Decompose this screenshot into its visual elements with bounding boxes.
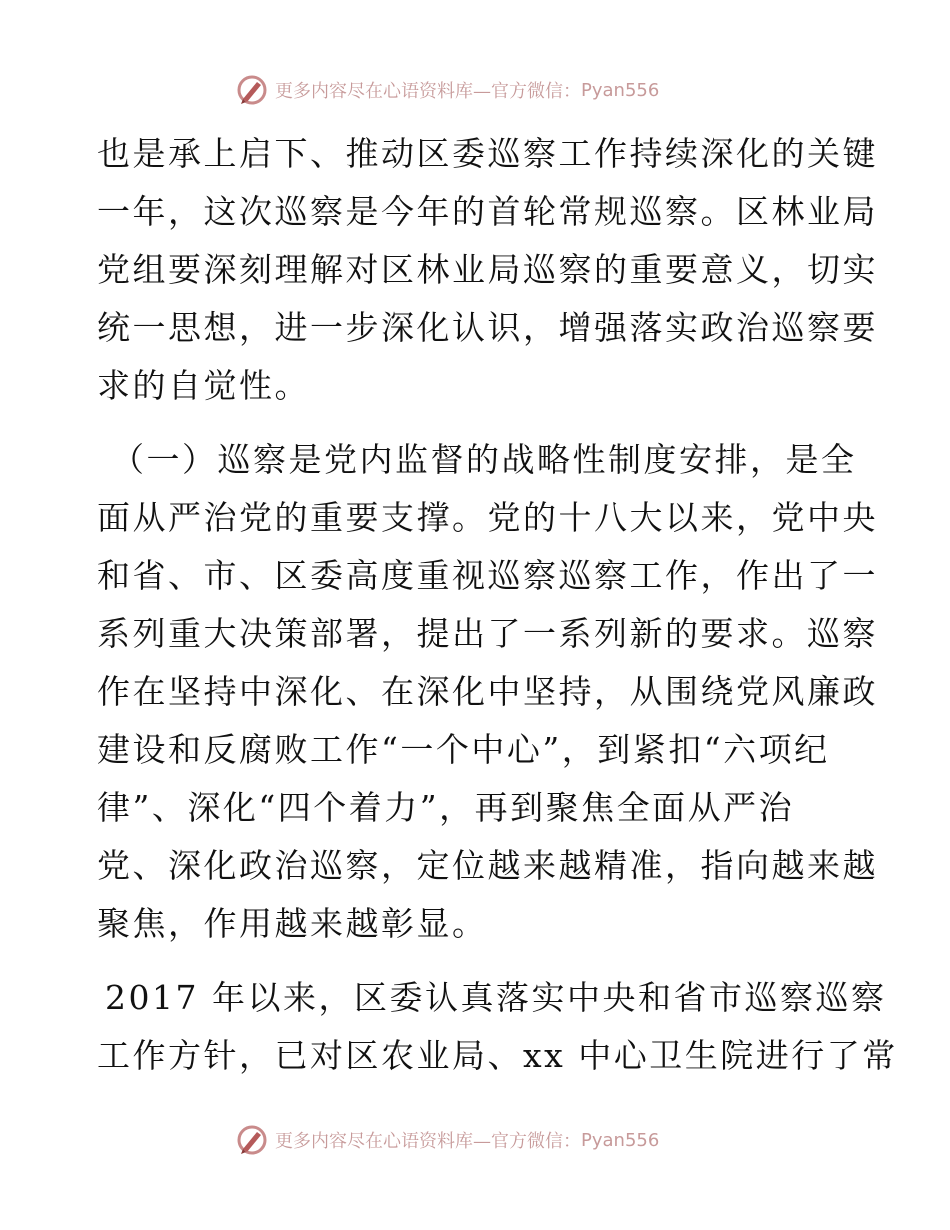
text-line: 建设和反腐败工作“一个中心”，到紧扣“六项纪: [97, 730, 830, 769]
text-line: 面从严治党的重要支撑。党的十八大以来，党中央: [97, 498, 878, 537]
document-body: [97, 125, 898, 1085]
text-line: 党、深化政治巡察，定位越来越精准，指向越来越: [97, 846, 878, 885]
text-line: 一年，这次巡察是今年的首轮常规巡察。区林业局: [97, 192, 878, 231]
pen-logo-icon: [235, 1123, 269, 1157]
text-line: 求的自觉性。: [97, 366, 310, 405]
text-line: 党组要深刻理解对区林业局巡察的重要意义，切实: [97, 250, 878, 289]
watermark-header: [235, 72, 659, 108]
text-line: 和省、市、区委高度重视巡察巡察工作，作出了一: [97, 556, 878, 595]
watermark-text: 更多内容尽在心语资料库—官方微信：: [275, 81, 581, 102]
text-line: 律”、深化“四个着力”，再到聚焦全面从严治: [97, 788, 795, 827]
text-line: 统一思想，进一步深化认识，增强落实政治巡察要: [97, 308, 878, 347]
watermark-footer: [235, 1122, 659, 1158]
watermark-text: 更多内容尽在心语资料库—官方微信：: [275, 1131, 581, 1152]
watermark-wechat-id: Pyan556: [581, 1129, 660, 1151]
text-line: 聚焦，作用越来越彰显。: [97, 904, 488, 943]
text-line: 系列重大决策部署，提出了一系列新的要求。巡察: [97, 614, 878, 653]
text-line: 作在坚持中深化、在深化中坚持，从围绕党风廉政: [97, 672, 878, 711]
text-line: 2017 年以来，区委认真落实中央和省市巡察巡察: [105, 978, 887, 1017]
text-line: 工作方针，已对区农业局、xx 中心卫生院进行了常: [97, 1036, 898, 1075]
watermark-wechat-id: Pyan556: [581, 79, 660, 101]
pen-logo-icon: [235, 73, 269, 107]
text-line: 也是承上启下、推动区委巡察工作持续深化的关键: [97, 134, 878, 173]
text-line: （一）巡察是党内监督的战略性制度安排，是全: [111, 440, 857, 479]
